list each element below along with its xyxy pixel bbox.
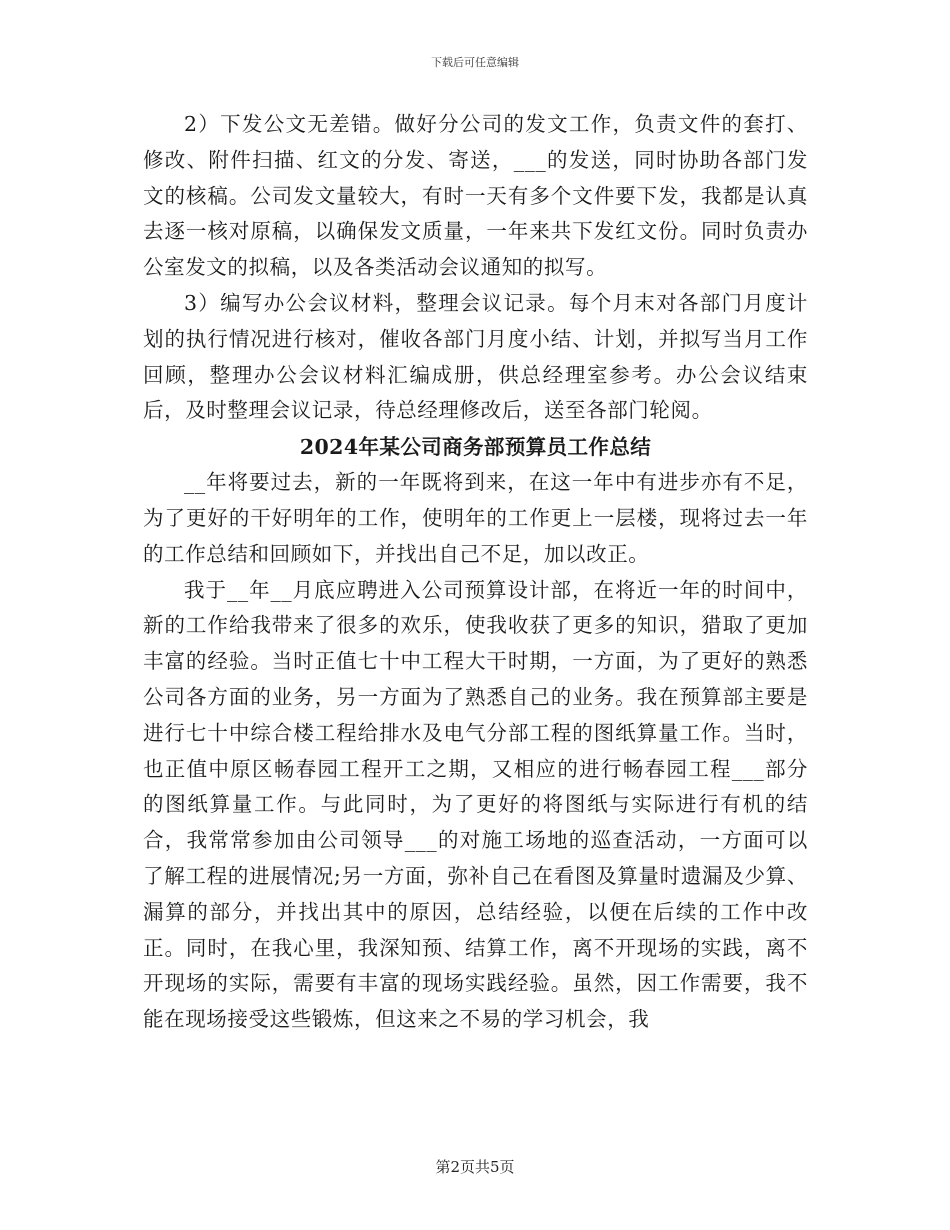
paragraph-work-review: 我于__年__月底应聘进入公司预算设计部，在将近一年的时间中，新的工作给我带来了很多的欢乐，使我收获了更多的知识，猎取了更加丰富的经验。当时正值七十中工程大干时期，一方面，为了更好的熟悉公司各方面的业务，另一方面为了熟悉自己的业务。我在预算部主要是进行七十中综合楼工程给排水及电气分部工程的图纸算量工作。当时，也正值中原区畅春园工程开工之期，又相应的进行畅春园工程___部分的图纸算量工作。与此同时，为了更好的将图纸与实际进行有机的结合，我常常参加由公司领导___的对施工场地的巡查活动，一方面可以了解工程的进展情况;另一方面，弥补自己在看图及算量时遗漏及少算、漏算的部分，并找出其中的原因，总结经验，以便在后续的工作中改正。同时，在我心里，我深知预、结算工作，离不开现场的实践，离不开现场的实际，需要有丰富的现场实践经验。虽然，因工作需要，我不能在现场接受这些锻炼，但这来之不易的学习机会，我 (143, 577, 808, 1032)
document-body (143, 107, 808, 1038)
paragraph-meeting-materials: 3）编写办公会议材料，整理会议记录。每个月末对各部门月度计划的执行情况进行核对，催收各部门月度小结、计划，并拟写当月工作回顾，整理办公会议材料汇编成册，供总经理室参考。办公会议结束后，及时整理会议记录，待总经理修改后，送至各部门轮阅。 (143, 290, 808, 423)
header-note: 下载后可任意编辑 (431, 56, 519, 69)
paragraph-dispatch-documents: 2）下发公文无差错。做好分公司的发文工作，负责文件的套打、修改、附件扫描、红文的分发、寄送，___的发送，同时协助各部门发文的核稿。公司发文量较大，有时一天有多个文件要下发，我都是认真去逐一核对原稿，以确保发文质量，一年来共下发红文份。同时负责办公室发文的拟稿，以及各类活动会议通知的拟写。 (143, 112, 808, 280)
document-title: 2024年某公司商务部预算员工作总结 (299, 435, 652, 460)
paragraph-intro: __年将要过去，新的一年既将到来，在这一年中有进步亦有不足，为了更好的干好明年的工作，使明年的工作更上一层楼，现将过去一年的工作总结和回顾如下，并找出自己不足，加以改正。 (143, 470, 808, 566)
page-number: 第2页共5页 (435, 1158, 515, 1176)
